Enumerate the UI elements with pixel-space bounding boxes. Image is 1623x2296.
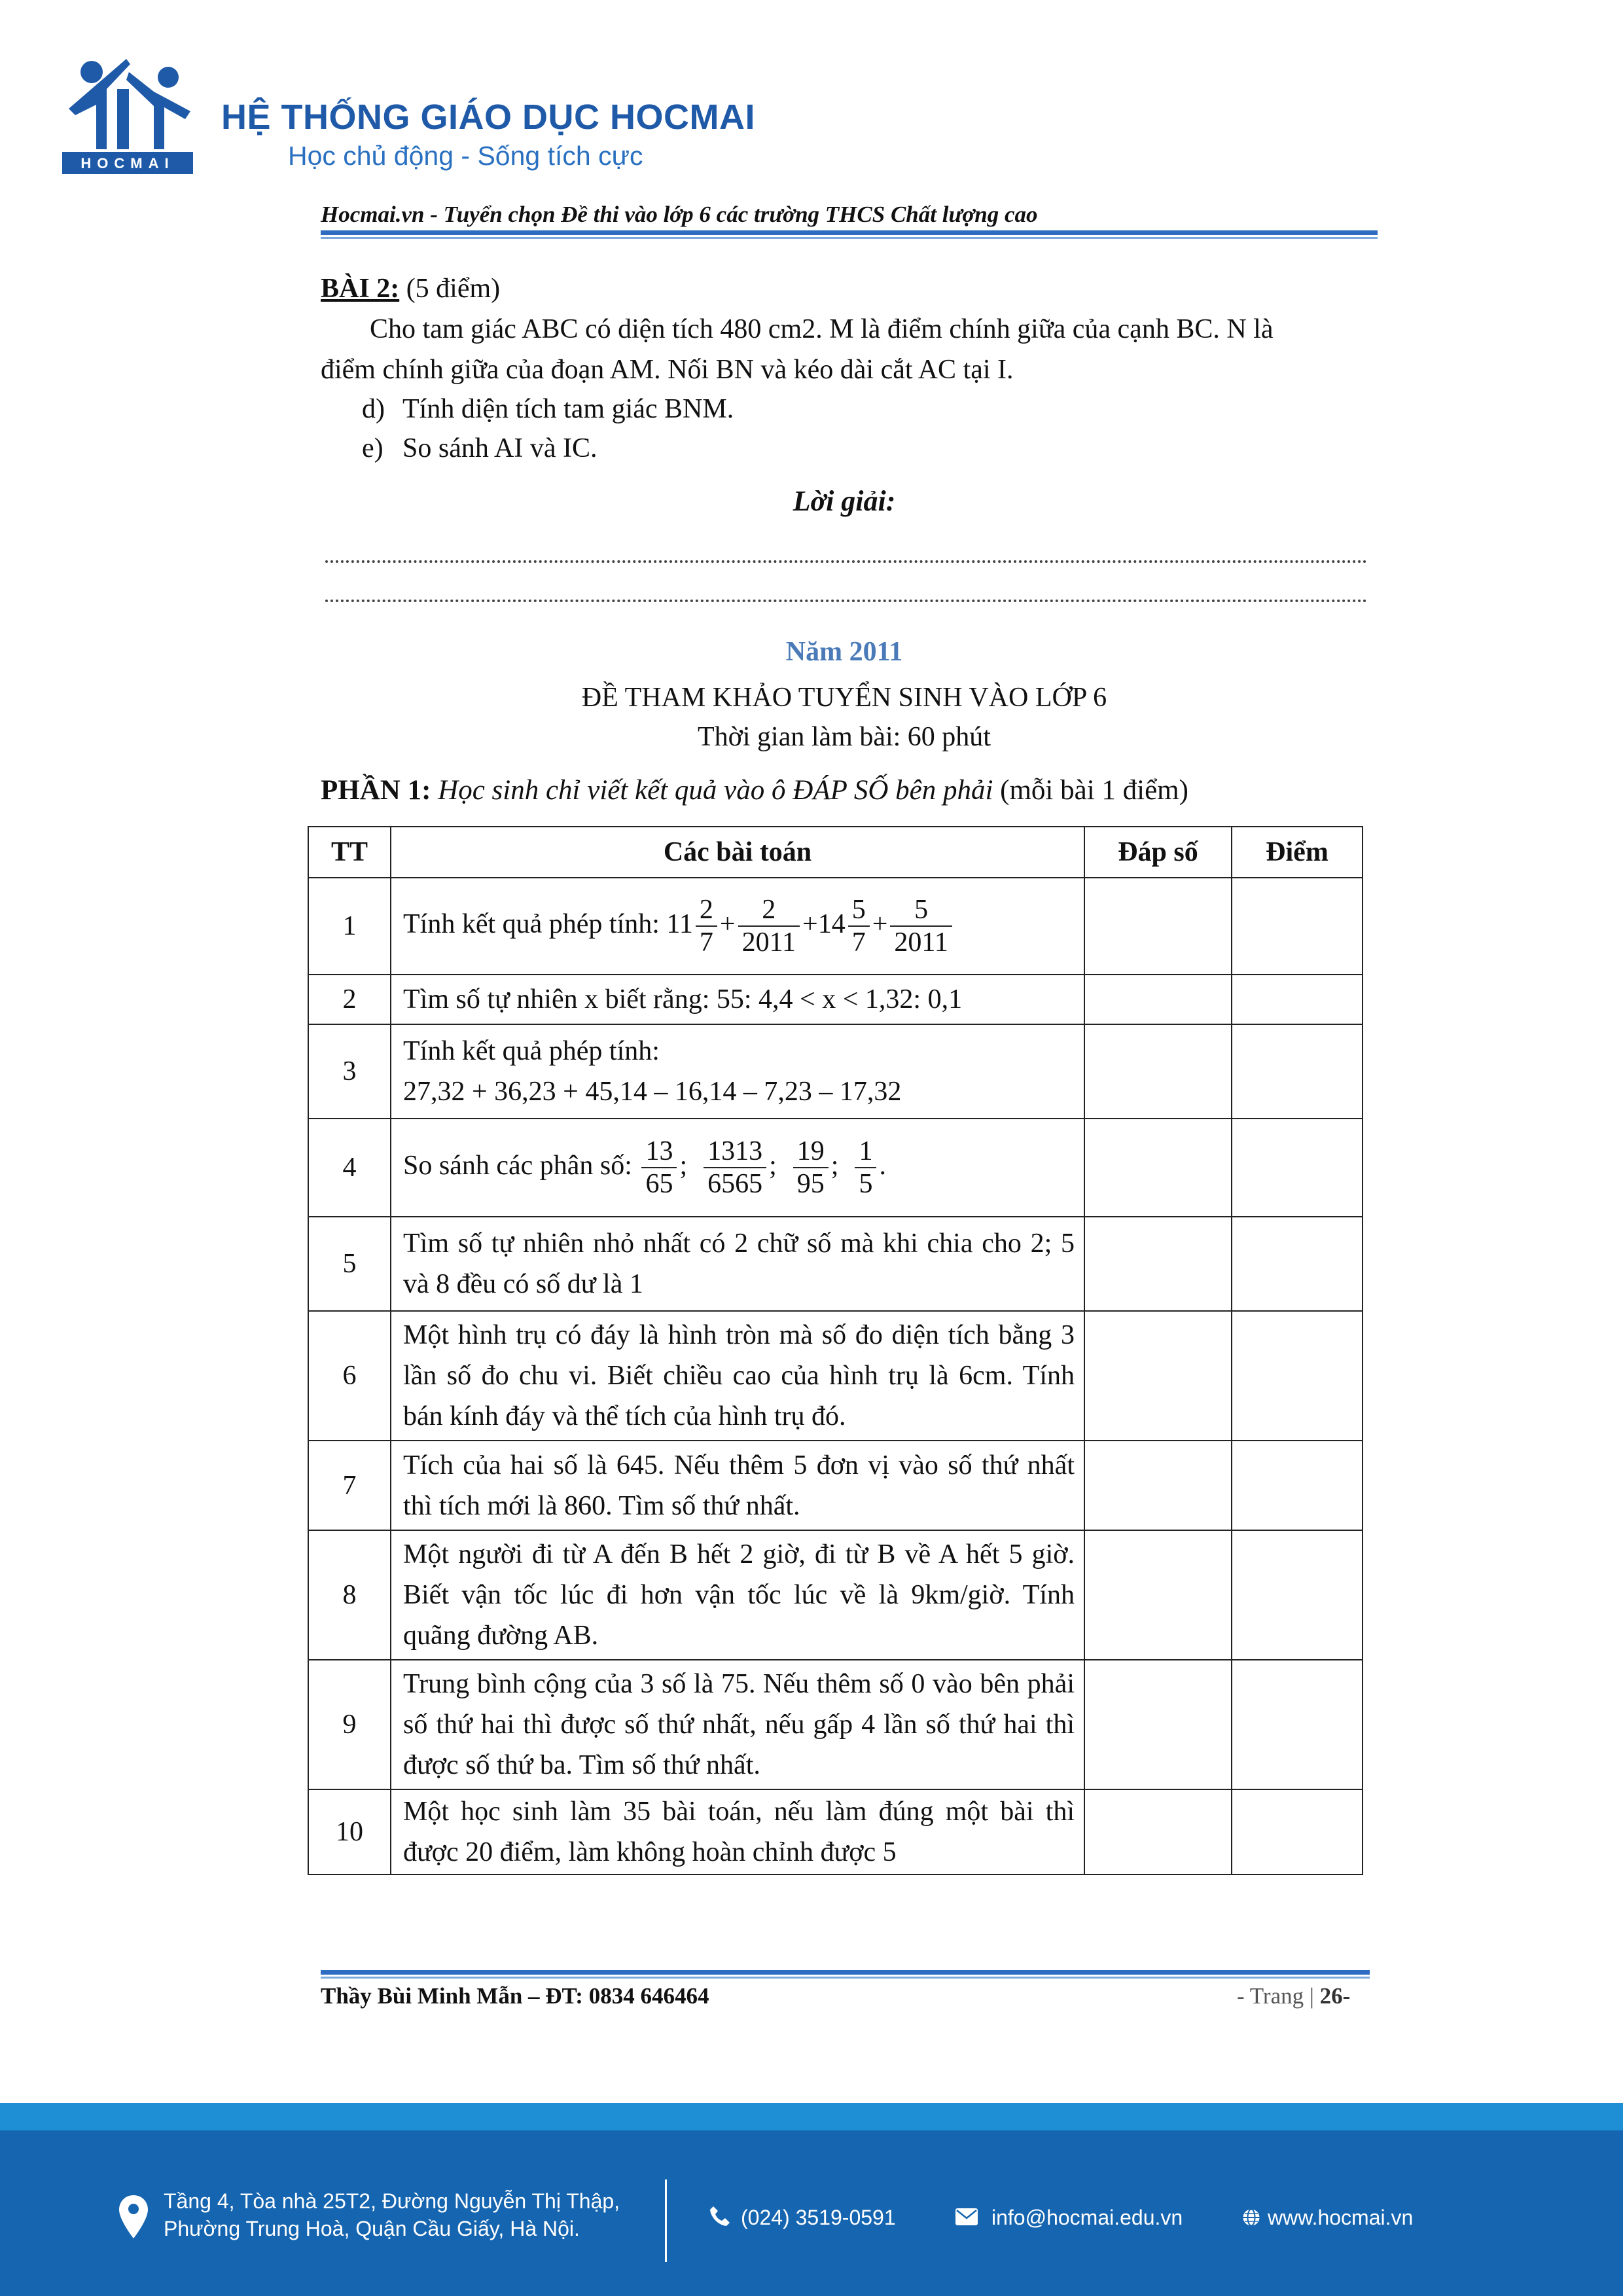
answer-cell[interactable] — [1084, 1530, 1232, 1660]
points-cell[interactable] — [1232, 1441, 1363, 1530]
exam-title: ĐỀ THAM KHẢO TUYỂN SINH VÀO LỚP 6 — [581, 683, 1107, 713]
points-cell[interactable] — [1232, 1530, 1363, 1660]
address-line2: Phường Trung Hoà, Quận Cầu Giấy, Hà Nội. — [164, 2217, 580, 2240]
col-header-points: Điểm — [1232, 827, 1363, 878]
row-number: 5 — [308, 1217, 391, 1311]
points-cell[interactable] — [1232, 878, 1363, 975]
bai2-heading: BÀI 2: (5 điểm) — [321, 274, 501, 304]
section-instruction: PHẦN 1: Học sinh chỉ viết kết quả vào ô ĐÁP SỐ bên phải (mỗi bài 1 điểm) — [321, 775, 1188, 806]
brand-title: HỆ THỐNG GIÁO DỤC HOCMAI — [221, 98, 755, 137]
fraction: $\frac{1313}{6565}$ — [704, 1136, 766, 1200]
contact-phone[interactable]: (024) 3519-0591 — [741, 2206, 896, 2229]
table-row — [308, 1024, 1363, 1119]
solution-label: Lời giải: — [793, 485, 896, 517]
problem-text: Tìm số tự nhiên nhỏ nhất có 2 chữ số mà khi chia cho 2; 5 và 8 đều có số dư là 1 — [391, 1217, 1084, 1311]
row-number: 6 — [308, 1311, 391, 1441]
bai2-item-d: d) Tính diện tích tam giác BNM. — [362, 394, 734, 424]
col-header-tt: TT — [308, 827, 391, 878]
fraction: $\frac{5}{2011}$ — [890, 894, 952, 959]
row-number: 2 — [308, 975, 391, 1024]
points-cell[interactable] — [1232, 975, 1363, 1024]
bai2-item-e: e) So sánh AI và IC. — [362, 433, 597, 463]
table-row — [308, 1119, 1363, 1217]
fraction: $\frac{5}{7}$ — [848, 894, 870, 959]
problem-text: Tính kết quả phép tính: 27,32 + 36,23 + 45,14 – 16,14 – 7,23 – 17,32 — [391, 1024, 1084, 1119]
table-row — [308, 1441, 1363, 1530]
problem-text: Một học sinh làm 35 bài toán, nếu làm đúng một bài thì được 20 điểm, làm không hoàn chỉnh được 5 — [391, 1789, 1084, 1874]
contact-website[interactable]: www.hocmai.vn — [1268, 2206, 1414, 2229]
contact-separator — [665, 2179, 667, 2262]
answer-cell[interactable] — [1084, 1441, 1232, 1530]
row-number: 10 — [308, 1789, 391, 1874]
row-number: 4 — [308, 1119, 391, 1217]
fraction: $\frac{2}{2011}$ — [738, 894, 800, 959]
bai2-text-line2: điểm chính giữa của đoạn AM. Nối BN và kéo dài cắt AC tại I. — [321, 355, 1014, 385]
row-number: 9 — [308, 1660, 391, 1789]
points-cell[interactable] — [1232, 1024, 1363, 1119]
contact-email[interactable]: info@hocmai.edu.vn — [991, 2206, 1183, 2229]
answer-cell[interactable] — [1084, 1217, 1232, 1311]
table-row — [308, 878, 1363, 975]
header-rule-thick — [321, 230, 1378, 235]
phone-icon — [708, 2204, 732, 2228]
exam-year: Năm 2011 — [785, 637, 903, 667]
answer-cell[interactable] — [1084, 1024, 1232, 1119]
exam-time: Thời gian làm bài: 60 phút — [698, 722, 991, 752]
col-header-answer: Đáp số — [1084, 827, 1232, 878]
series-title: Hocmai.vn - Tuyển chọn Đề thi vào lớp 6 các trường THCS Chất lượng cao — [321, 202, 1038, 227]
questions-table — [308, 826, 1363, 1875]
points-cell[interactable] — [1232, 1660, 1363, 1789]
problem-text: Trung bình cộng của 3 số là 75. Nếu thêm số 0 vào bên phải số thứ hai thì được số thứ nhất, nếu gấp 4 lần số thứ hai thì được số thứ ba. Tìm số thứ nhất. — [391, 1660, 1084, 1789]
problem-text: Một hình trụ có đáy là hình tròn mà số đo diện tích bằng 3 lần số đo chu vi. Biết chiều cao của hình trụ là 6cm. Tính bán kính đáy và thể tích của hình trụ đó. — [391, 1311, 1084, 1441]
answer-cell[interactable] — [1084, 1660, 1232, 1789]
logo-wordmark: HOCMAI — [80, 155, 175, 171]
row-number: 3 — [308, 1024, 391, 1119]
fraction: $\frac{19}{95}$ — [793, 1136, 829, 1200]
bai2-text-line1: Cho tam giác ABC có diện tích 480 cm2. M là điểm chính giữa của cạnh BC. N là — [370, 314, 1274, 344]
location-pin-icon — [118, 2194, 149, 2240]
table-row — [308, 1789, 1363, 1874]
email-icon — [955, 2208, 978, 2225]
problem-text: So sánh các phân số: $\frac{13}{65}$ ; $\frac{1313}{6565}$ ; $\frac{19}{95}$ ; $\frac{1}{5}$ . — [391, 1119, 1084, 1217]
footer-rule-thin — [321, 1977, 1370, 1979]
row-number: 8 — [308, 1530, 391, 1660]
page-number: - Trang | 26- — [1237, 1983, 1351, 2009]
answer-dotted-line — [325, 600, 1367, 602]
brand-slogan: Học chủ động - Sống tích cực — [288, 141, 643, 171]
hocmai-logo-figures-icon — [62, 51, 198, 179]
hocmai-logo — [62, 51, 198, 179]
footer-rule-thick — [321, 1970, 1370, 1975]
points-cell[interactable] — [1232, 1311, 1363, 1441]
problem-text: Tìm số tự nhiên x biết rằng: 55: 4,4 < x < 1,32: 0,1 — [391, 975, 1084, 1024]
problem-text: Tích của hai số là 645. Nếu thêm 5 đơn vị vào số thứ nhất thì tích mới là 860. Tìm số thứ nhất. — [391, 1441, 1084, 1530]
fraction: $\frac{1}{5}$ — [855, 1136, 876, 1200]
answer-cell[interactable] — [1084, 975, 1232, 1024]
points-cell[interactable] — [1232, 1217, 1363, 1311]
answer-cell[interactable] — [1084, 1119, 1232, 1217]
points-cell[interactable] — [1232, 1119, 1363, 1217]
fraction: $\frac{13}{65}$ — [641, 1136, 677, 1200]
row-number: 1 — [308, 878, 391, 975]
answer-cell[interactable] — [1084, 1789, 1232, 1874]
header-rule-thin — [321, 237, 1378, 239]
problem-text: Tính kết quả phép tính: 11 $\frac{2}{7}$ + $\frac{2}{2011}$ +14 $\frac{5}{7}$ + $\frac{5}{2011}$ — [391, 878, 1084, 975]
row-number: 7 — [308, 1441, 391, 1530]
answer-dotted-line — [325, 560, 1367, 563]
col-header-problems: Các bài toán — [391, 827, 1084, 878]
problem-text: Một người đi từ A đến B hết 2 giờ, đi từ B về A hết 5 giờ. Biết vận tốc lúc đi hơn vận tốc lúc về là 9km/giờ. Tính quãng đường AB. — [391, 1530, 1084, 1660]
points-cell[interactable] — [1232, 1789, 1363, 1874]
table-row — [308, 1530, 1363, 1660]
table-row — [308, 975, 1363, 1024]
contact-bar-accent — [0, 2103, 1623, 2130]
table-row — [308, 1311, 1363, 1441]
author-credit: Thầy Bùi Minh Mẫn – ĐT: 0834 646464 — [321, 1983, 709, 2009]
answer-cell[interactable] — [1084, 1311, 1232, 1441]
table-row — [308, 1660, 1363, 1789]
answer-cell[interactable] — [1084, 878, 1232, 975]
table-header-row — [308, 827, 1363, 878]
globe-icon — [1242, 2208, 1260, 2227]
table-row — [308, 1217, 1363, 1311]
fraction: $\frac{2}{7}$ — [696, 894, 717, 959]
address-line1: Tầng 4, Tòa nhà 25T2, Đường Nguyễn Thị Thập, — [164, 2189, 620, 2213]
